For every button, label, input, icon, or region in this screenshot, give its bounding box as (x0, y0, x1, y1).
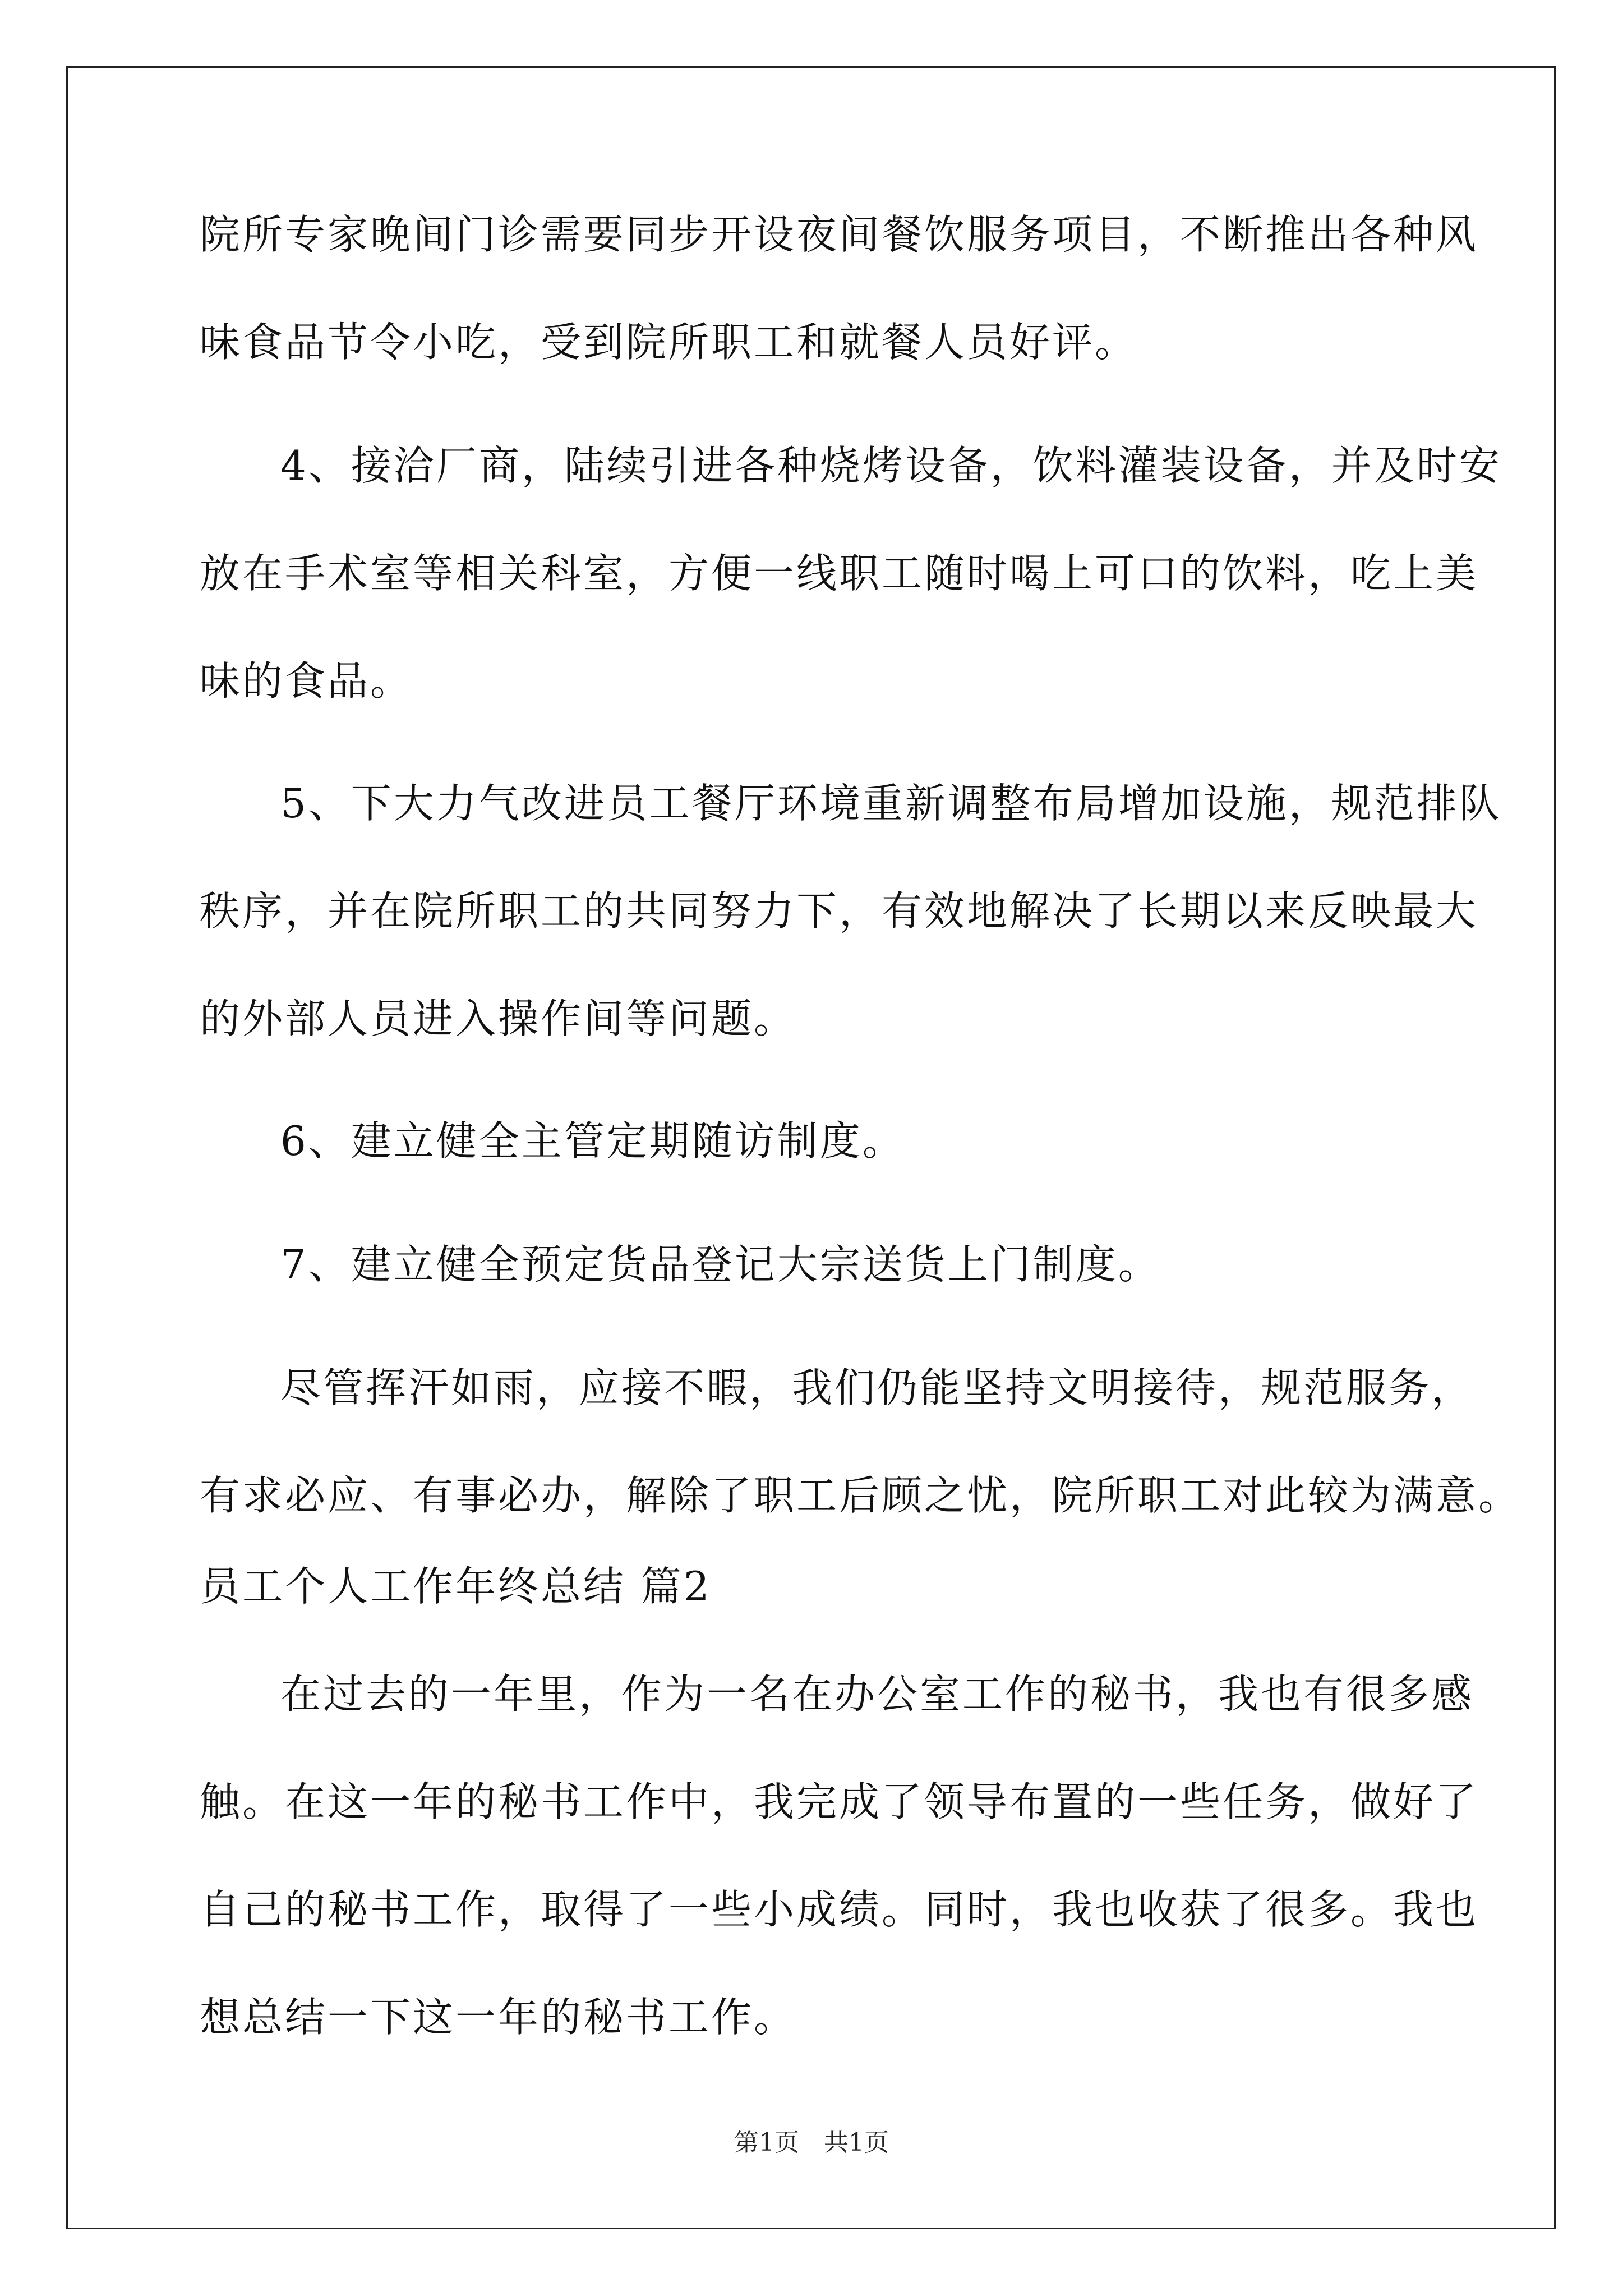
text-line: 有求必应、有事必办，解除了职工后顾之忧，院所职工对此较为满意。 (200, 1472, 1521, 1519)
text-line: 7、建立健全预定货品登记大宗送货上门制度。 (280, 1241, 1161, 1288)
text-line: 放在手术室等相关科室，方便一线职工随时喝上可口的饮料，吃上美 (200, 550, 1479, 597)
page-number-footer: 第1页 共1页 (734, 2128, 889, 2157)
text-line: 4、接洽厂商，陆续引进各种烧烤设备，饮料灌装设备，并及时安 (280, 442, 1502, 489)
text-line: 尽管挥汗如雨，应接不暇，我们仍能坚持文明接待，规范服务， (280, 1364, 1474, 1411)
text-line: 味的食品。 (200, 657, 413, 705)
section-heading: 员工个人工作年终总结 篇2 (200, 1563, 712, 1610)
text-line: 自己的秘书工作，取得了一些小成绩。同时，我也收获了很多。我也 (200, 1886, 1479, 1933)
text-line: 想总结一下这一年的秘书工作。 (200, 1994, 797, 2041)
text-line: 5、下大力气改进员工餐厅环境重新调整布局增加设施，规范排队 (280, 780, 1502, 827)
text-line: 在过去的一年里，作为一名在办公室工作的秘书，我也有很多感 (280, 1671, 1474, 1718)
text-line: 触。在这一年的秘书工作中，我完成了领导布置的一些任务，做好了 (200, 1778, 1479, 1825)
text-line: 院所专家晚间门诊需要同步开设夜间餐饮服务项目，不断推出各种风 (200, 211, 1479, 258)
text-line: 味食品节令小吃，受到院所职工和就餐人员好评。 (200, 319, 1138, 366)
text-line: 6、建立健全主管定期随访制度。 (280, 1117, 905, 1165)
text-line: 秩序，并在院所职工的共同努力下，有效地解决了长期以来反映最大 (200, 887, 1479, 935)
text-line: 的外部人员进入操作间等问题。 (200, 995, 797, 1042)
